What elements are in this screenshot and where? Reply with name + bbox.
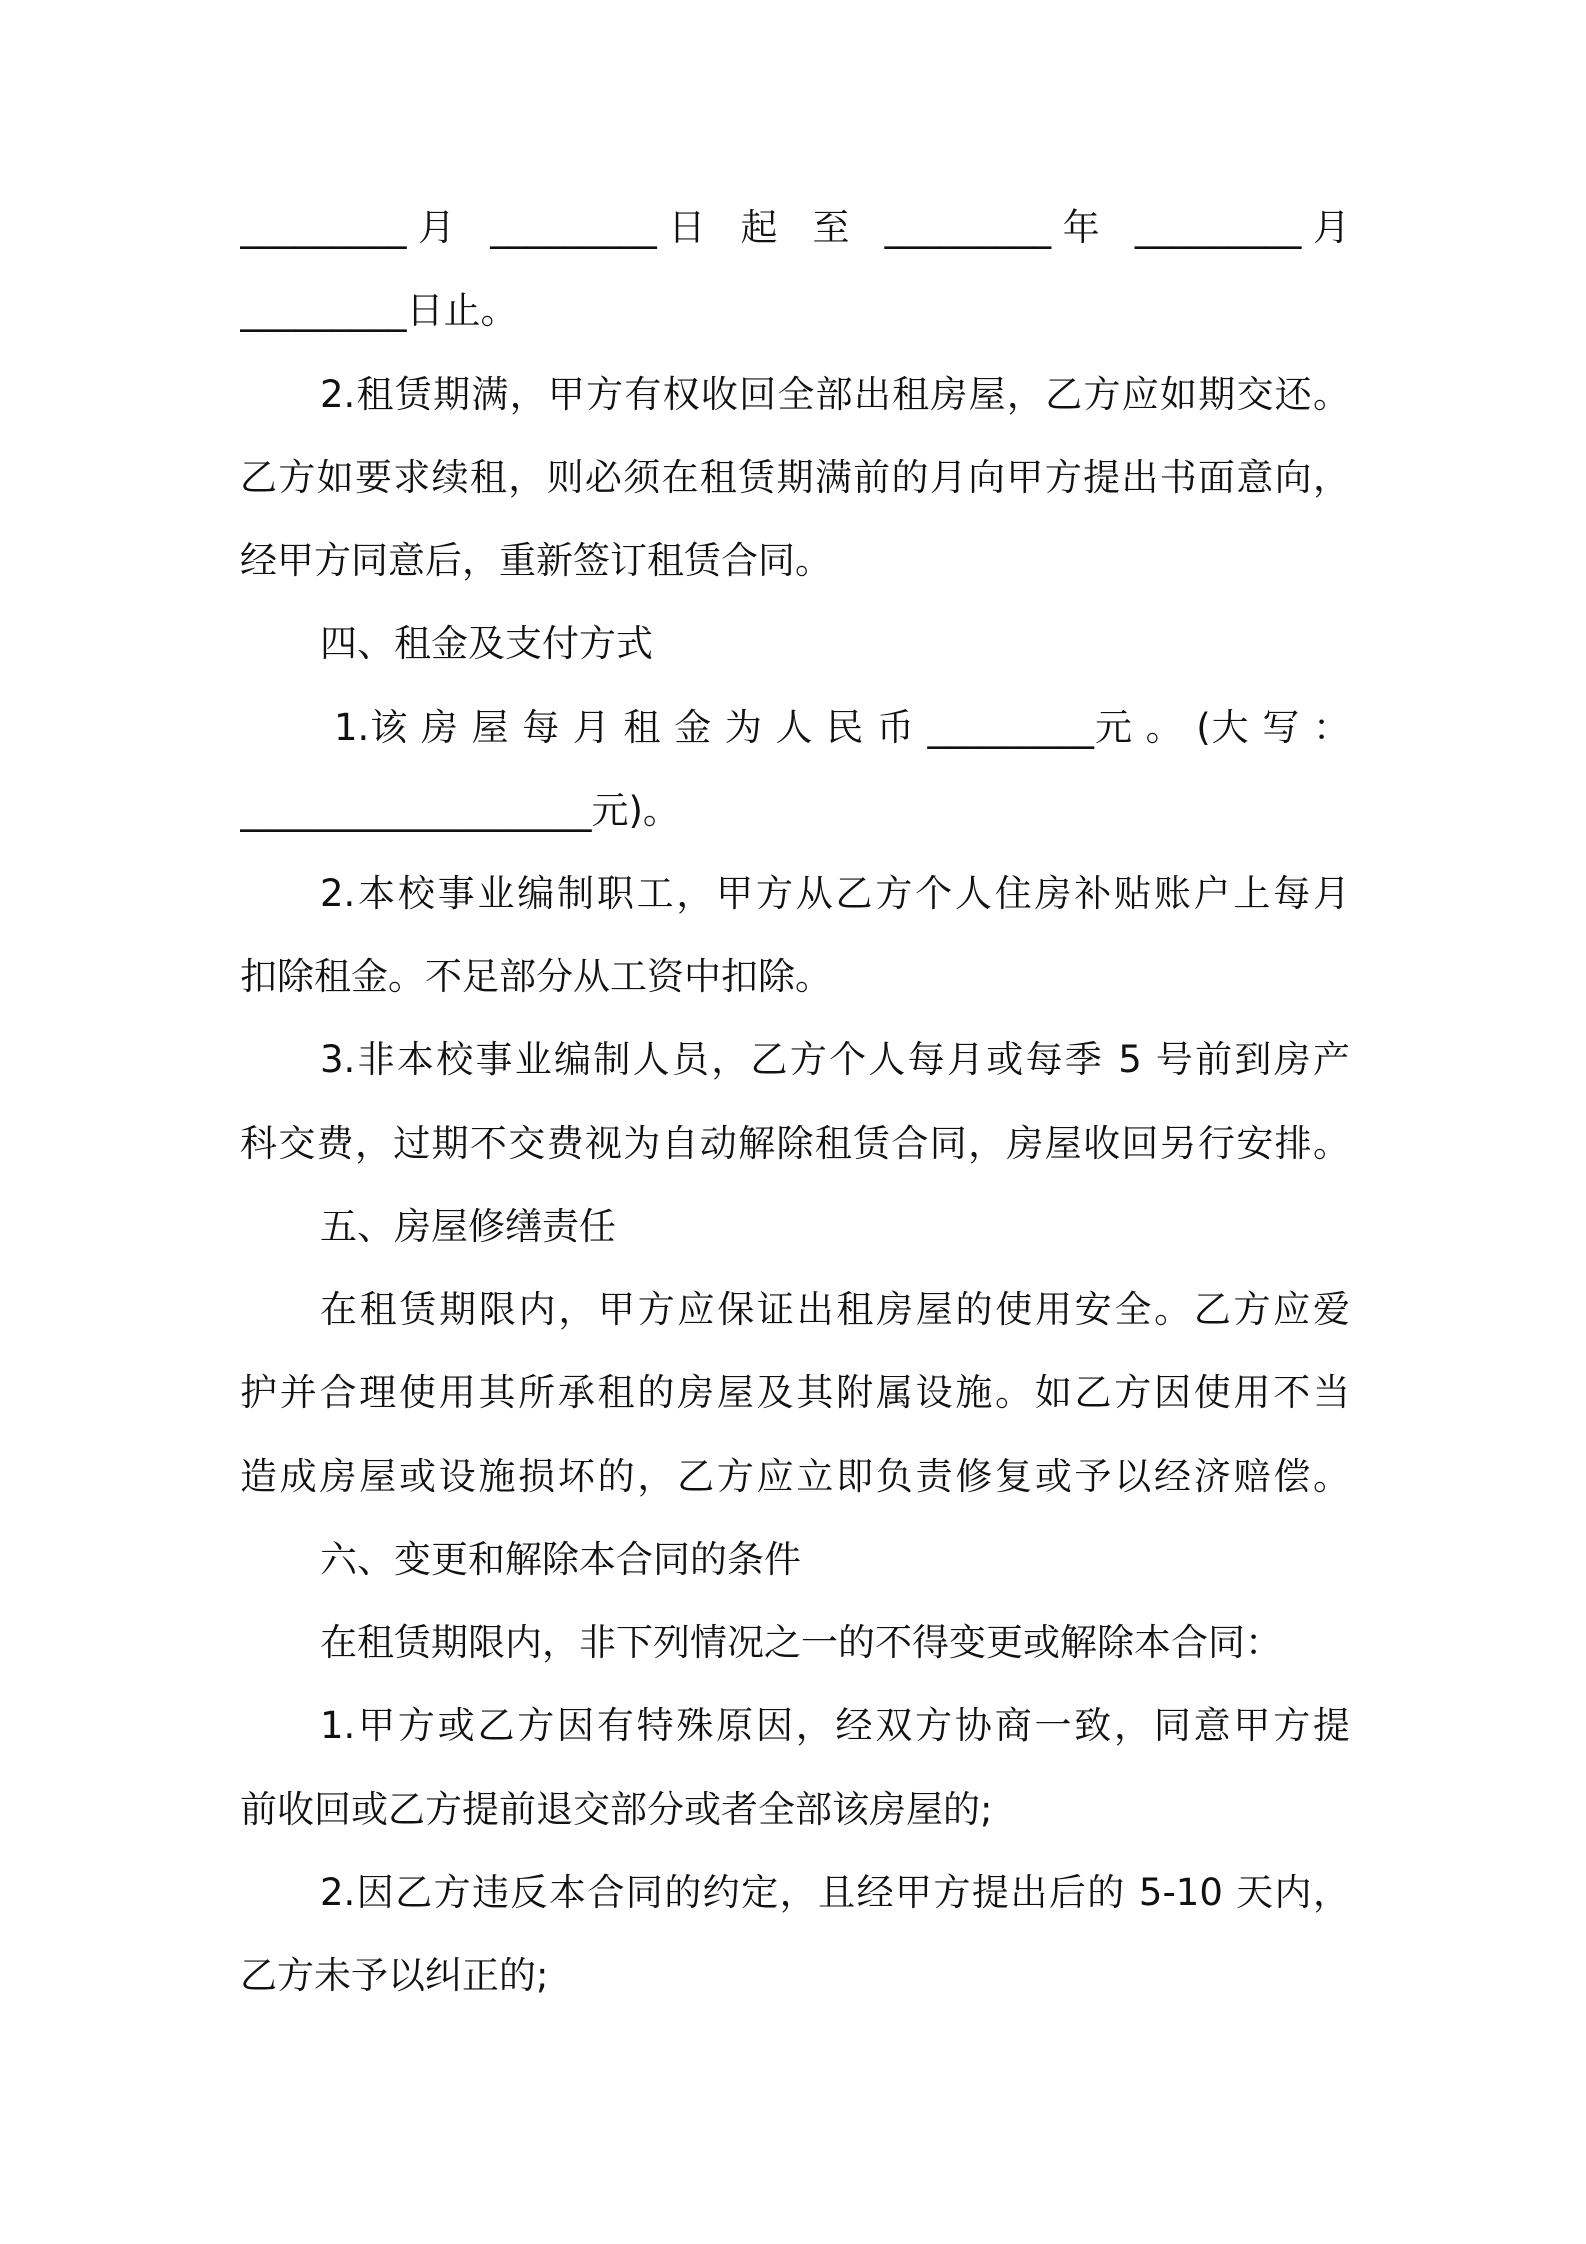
clause-6-2-line-2: 乙方未予以纠正的;: [240, 1954, 549, 1997]
clause-3-2-line-3: 经甲方同意后，重新签订租赁合同。: [240, 539, 832, 582]
date-end-line: _________日止。: [240, 289, 518, 332]
section-6-heading: 六、变更和解除本合同的条件: [320, 1538, 801, 1581]
clause-4-3-line-2: 科交费，过期不交费视为自动解除租赁合同，房屋收回另行安排。: [240, 1122, 1350, 1165]
clause-4-3-line-1: 3.非本校事业编制人员，乙方个人每月或每季 5 号前到房产: [320, 1038, 1350, 1081]
section-5-line-3: 造成房屋或设施损坏的，乙方应立即负责修复或予以经济赔偿。: [240, 1455, 1350, 1498]
clause-3-2-line-2: 乙方如要求续租，则必须在租赁期满前的月向甲方提出书面意向，: [240, 456, 1350, 499]
clause-4-2-line-2: 扣除租金。不足部分从工资中扣除。: [240, 955, 832, 998]
section-5-heading: 五、房屋修缮责任: [320, 1205, 616, 1248]
clause-6-1-line-1: 1.甲方或乙方因有特殊原因，经双方协商一致，同意甲方提: [320, 1704, 1350, 1747]
clause-4-2-line-1: 2.本校事业编制职工，甲方从乙方个人住房补贴账户上每月: [320, 872, 1350, 915]
clause-4-1-line-1: 1.该 房 屋 每 月 租 金 为 人 民 币 _________元 。 (大 写 ：: [334, 706, 1350, 749]
date-range-line: _________月 _________日 起 至 _________年 _________月: [240, 206, 1350, 249]
clause-4-1-line-2: ___________________元)。: [240, 789, 680, 832]
section-6-intro: 在租赁期限内，非下列情况之一的不得变更或解除本合同：: [320, 1621, 1282, 1664]
clause-6-2-line-1: 2.因乙方违反本合同的约定，且经甲方提出后的 5-10 天内，: [320, 1871, 1350, 1914]
clause-6-1-line-2: 前收回或乙方提前退交部分或者全部该房屋的;: [240, 1788, 993, 1831]
section-5-line-1: 在租赁期限内，甲方应保证出租房屋的使用安全。乙方应爱: [320, 1288, 1350, 1331]
section-5-line-2: 护并合理使用其所承租的房屋及其附属设施。如乙方因使用不当: [240, 1371, 1350, 1414]
section-4-heading: 四、租金及支付方式: [320, 622, 653, 665]
clause-3-2-line-1: 2.租赁期满，甲方有权收回全部出租房屋，乙方应如期交还。: [320, 373, 1350, 416]
